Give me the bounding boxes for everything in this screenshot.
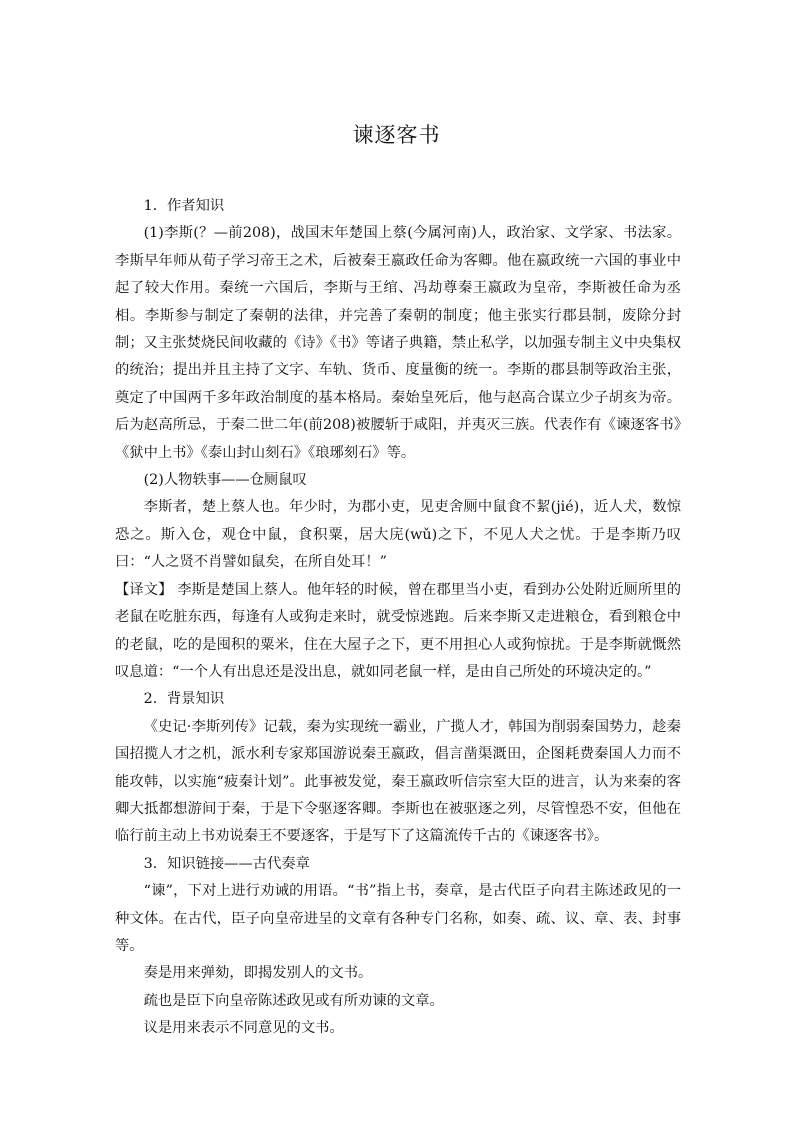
section-heading-knowledge-link: 3．知识链接——古代奏章	[143, 855, 310, 872]
anecdote-text: 李斯者，楚上蔡人也。年少时，为郡小吏，见吏舍厕中鼠食不絜(jié)，近人犬，数惊恐之。斯入仓，观仓中鼠，食积粟，居大庑(wǔ)之下，不见人犬之忧。于是李斯乃叹曰：“人之贤不肖譬如鼠矣，在所自处耳！”	[115, 499, 681, 571]
anecdote-heading: (2)人物轶事——仓厕鼠叹	[143, 472, 307, 489]
document-body	[115, 193, 681, 1043]
section-heading-author: 1．作者知识	[143, 198, 225, 214]
translation-paragraph	[115, 577, 681, 687]
yi-definition: 议是用来表示不同意见的文书。	[143, 1020, 344, 1037]
translation-tag: 【译文】	[115, 581, 173, 598]
memorial-definition-paragraph: “谏”，下对上进行劝诫的用语。“书”指上书，奏章，是古代臣子向君主陈述政见的一种文体。在古代，臣子向皇帝进呈的文章有各种专门名称，如奏、疏、议、章、表、封事等。	[115, 883, 681, 954]
zou-definition: 奏是用来弹劾，即揭发别人的文书。	[143, 965, 373, 982]
author-bio-paragraph: (1)李斯(？—前208)，战国末年楚国上蔡(今属河南)人，政治家、文学家、书法家。李斯早年师从荀子学习帝王之术，后被秦王嬴政任命为客卿。他在嬴政统一六国的事业中起了较大作用。秦统一六国后，李斯与王绾、冯劫尊秦王嬴政为皇帝，李斯被任命为丞相。李斯参与制定了秦朝的法律，并完善了秦朝的制度；他主张实行郡县制，废除分封制；又主张焚烧民间收藏的《诗》《书》等诸子典籍，禁止私学，以加强专制主义中央集权的统治；提出并且主持了文字、车轨、货币、度量衡的统一。李斯的郡县制等政治主张，奠定了中国两千多年政治制度的基本格局。秦始皇死后，他与赵高合谋立少子胡亥为帝。后为赵高所忌，于秦二世二年(前208)被腰斩于咸阳，并夷灭三族。代表作有《谏逐客书》《狱中上书》《泰山封山刻石》《琅琊刻石》等。	[115, 225, 681, 461]
page-title: 谏逐客书	[352, 123, 441, 147]
background-paragraph: 《史记·李斯列传》记载，秦为实现统一霸业，广揽人才，韩国为削弱秦国势力，趁秦国招揽人才之机，派水利专家郑国游说秦王嬴政，倡言凿渠溉田，企图耗费秦国人力而不能攻韩，以实施“疲秦计划”。此事被发觉，秦王嬴政听信宗室大臣的进言，认为来秦的客卿大抵都想游间于秦，于是下令驱逐客卿。李斯也在被驱逐之列，尽管惶恐不安，但他在临行前主动上书劝说秦王不要逐客，于是写下了这篇流传千古的《谏逐客书》。	[115, 718, 681, 845]
shu-definition: 疏也是臣下向皇帝陈述政见或有所劝谏的文章。	[143, 992, 444, 1009]
translation-text: 李斯是楚国上蔡人。他年轻的时候，曾在郡里当小吏，看到办公处附近厕所里的老鼠在吃脏东西，每逢有人或狗走来时，就受惊逃跑。后来李斯又走进粮仓，看到粮仓中的老鼠，吃的是囤积的粟米，住在大屋子之下，更不用担心人或狗惊扰。于是李斯就慨然叹息道：“一个人有出息还是没出息，就如同老鼠一样，是由自己所处的环境决定的。”	[115, 581, 682, 680]
section-heading-background: 2．背景知识	[143, 691, 225, 708]
